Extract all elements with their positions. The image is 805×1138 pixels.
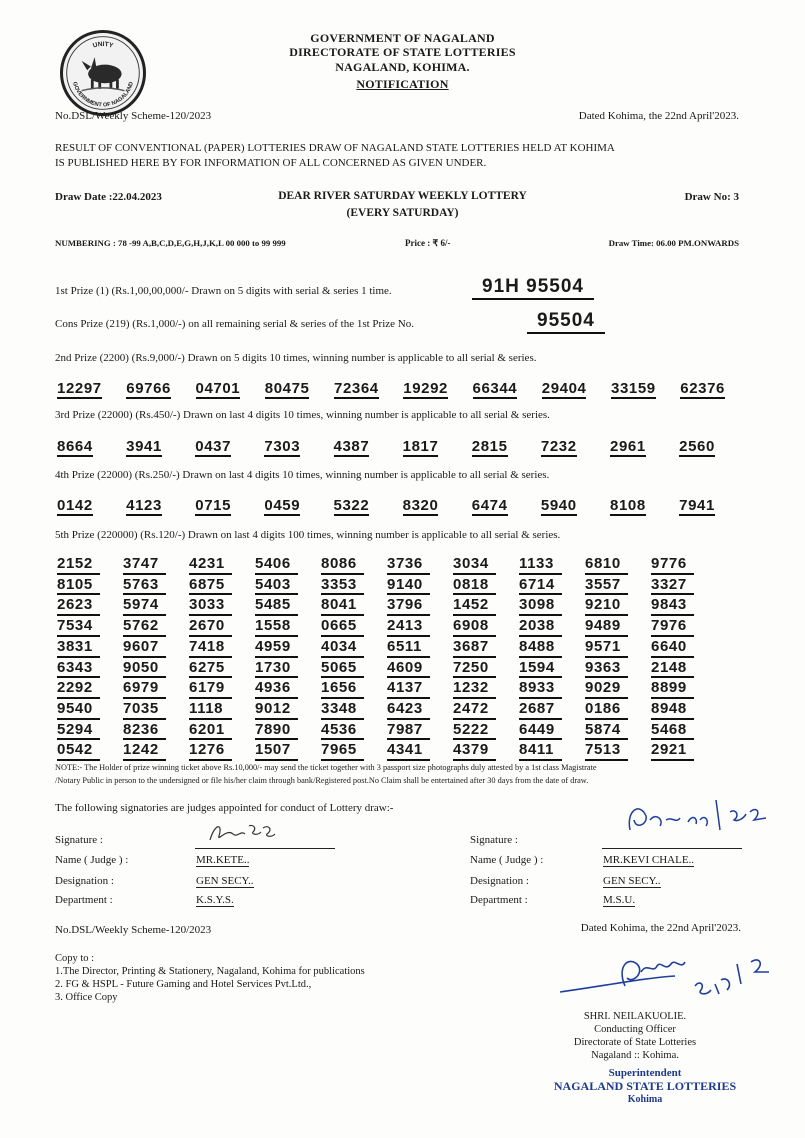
stamp-line-2: NAGALAND STATE LOTTERIES <box>553 1079 737 1093</box>
fifth-prize-number: 4379 <box>453 742 496 761</box>
fourth-prize-numbers <box>57 497 715 516</box>
judge2-name: MR.KEVI CHALE.. <box>603 854 695 866</box>
judge2-department: M.S.U. <box>603 894 636 906</box>
fifth-prize-number: 4936 <box>255 680 298 699</box>
fifth-prize-number: 5294 <box>57 722 100 741</box>
fifth-prize-number: 6423 <box>387 701 430 720</box>
numbering-info: NUMBERING : 78 -99 A,B,C,D,E,G,H,J,K,L 00 000 to 99 999 <box>55 238 286 248</box>
judge1-department: K.S.Y.S. <box>196 894 234 906</box>
judge2-department-label: Department : <box>470 894 528 906</box>
fifth-prize-number: 7418 <box>189 639 232 658</box>
third-prize-number: 2961 <box>610 438 646 455</box>
fifth-prize-number: 8105 <box>57 577 100 596</box>
fifth-prize-number: 6908 <box>453 618 496 637</box>
draw-number: Draw No: 3 <box>684 191 739 203</box>
fifth-prize-number: 7035 <box>123 701 166 720</box>
fifth-prize-number: 3098 <box>519 597 562 616</box>
stamp-line-1: Superintendent <box>608 1067 682 1079</box>
fifth-prize-number: 6343 <box>57 660 100 679</box>
third-prize-number: 8664 <box>57 438 93 455</box>
note-line-2: /Notary Public in person to the undersigned or file his/her claim through bank/Registered post.No Claim shall be entertained after 30 days from the date of draw. <box>55 776 589 785</box>
fifth-prize-number: 5763 <box>123 577 166 596</box>
officer-name: SHRI. NEILAKUOLIE. <box>583 1011 687 1022</box>
third-prize-number: 1817 <box>402 438 439 455</box>
fifth-prize-number: 6201 <box>189 722 232 741</box>
fifth-prize-number: 9571 <box>585 639 628 658</box>
result-line-2: IS PUBLISHED HERE BY FOR INFORMATION OF ALL CONCERNED AS GIVEN UNDER. <box>55 157 487 169</box>
judge1-designation: GEN SECY.. <box>196 875 254 887</box>
third-prize-number: 7303 <box>264 438 301 455</box>
fourth-prize-number: 5322 <box>333 497 370 514</box>
fifth-prize-number: 7890 <box>255 722 298 741</box>
fourth-prize-number: 6474 <box>471 497 508 514</box>
second-prize-number: 12297 <box>57 380 102 397</box>
fifth-prize-number: 5874 <box>585 722 628 741</box>
seal-bottom-text: GOVERNMENT OF NAGALAND <box>71 81 135 109</box>
second-prize-number: 33159 <box>611 380 656 397</box>
govt-title: GOVERNMENT OF NAGALAND <box>310 31 495 45</box>
fifth-prize-number: 1656 <box>321 680 364 699</box>
second-prize-number: 66344 <box>472 380 518 397</box>
judge1-department-label: Department : <box>55 894 113 906</box>
judge1-designation-label: Designation : <box>55 875 114 887</box>
judge2-signature-line <box>602 848 742 849</box>
reference-number: No.DSL/Weekly Scheme-120/2023 <box>55 110 212 122</box>
third-prize-number: 2560 <box>679 438 715 455</box>
fifth-prize-number: 2152 <box>57 556 100 575</box>
fifth-prize-number: 0665 <box>321 618 364 637</box>
officer-place: Nagaland :: Kohima. <box>591 1050 679 1061</box>
fifth-prize-number: 9363 <box>585 660 628 679</box>
second-prize-number: 19292 <box>403 380 448 397</box>
fifth-prize-number: 1558 <box>255 618 298 637</box>
judge2-name-label: Name ( Judge ) : <box>470 854 544 866</box>
directorate-title: DIRECTORATE OF STATE LOTTERIES <box>289 45 516 59</box>
fifth-prize-number: 5485 <box>255 597 298 616</box>
fifth-prize-number: 5468 <box>651 722 694 741</box>
fifth-prize-number: 6179 <box>189 680 232 699</box>
second-prize-number: 80475 <box>264 380 310 397</box>
fifth-prize-number: 2687 <box>519 701 562 720</box>
place-title: NAGALAND, KOHIMA. <box>335 60 470 74</box>
second-prize-number: 04701 <box>195 380 241 397</box>
fifth-prize-number: 8933 <box>519 680 562 699</box>
fourth-prize-number: 0459 <box>264 497 301 514</box>
third-prize-numbers <box>57 438 715 457</box>
copy-to-item: 3. Office Copy <box>55 992 118 1003</box>
second-prize-number: 62376 <box>680 380 725 397</box>
third-prize-number: 4387 <box>333 438 370 455</box>
fifth-prize-number: 9029 <box>585 680 628 699</box>
judge2-designation-label: Designation : <box>470 875 529 887</box>
officer-role: Conducting Officer <box>594 1024 676 1035</box>
fifth-prize-number: 6275 <box>189 660 232 679</box>
copy-to-item: 2. FG & HSPL - Future Gaming and Hotel Services Pvt.Ltd., <box>55 979 312 990</box>
fifth-prize-number: 3736 <box>387 556 430 575</box>
fifth-prize-number: 0186 <box>585 701 628 720</box>
fifth-prize-text: 5th Prize (220000) (Rs.120/-) Drawn on last 4 digits 100 times, winning number is applicable to all serial & series. <box>55 529 561 541</box>
fifth-prize-number: 1242 <box>123 742 166 761</box>
second-prize-number: 29404 <box>541 380 587 397</box>
third-prize-number: 0437 <box>195 438 232 455</box>
copy-to-title: Copy to : <box>55 953 95 964</box>
fifth-prize-number: 7534 <box>57 618 100 637</box>
fifth-prize-number: 6449 <box>519 722 562 741</box>
fifth-prize-number: 2472 <box>453 701 496 720</box>
judge2-designation: GEN SECY.. <box>603 875 661 887</box>
fifth-prize-number: 2292 <box>57 680 100 699</box>
fifth-prize-number: 6810 <box>585 556 628 575</box>
footer-dated-text: Dated Kohima, the 22nd April'2023. <box>580 922 741 934</box>
fifth-prize-number: 7976 <box>651 618 694 637</box>
fifth-prize-number: 4137 <box>387 680 430 699</box>
footer-reference-number: No.DSL/Weekly Scheme-120/2023 <box>55 924 212 936</box>
fifth-prize-number: 6875 <box>189 577 232 596</box>
second-prize-text: 2nd Prize (2200) (Rs.9,000/-) Drawn on 5 digits 10 times, winning number is applicable to all serial & series. <box>55 352 537 364</box>
third-prize-number: 2815 <box>471 438 508 455</box>
judge2-signature-label: Signature : <box>470 834 518 846</box>
result-line-1: RESULT OF CONVENTIONAL (PAPER) LOTTERIES DRAW OF NAGALAND STATE LOTTERIES HELD AT KOHIMA <box>55 142 615 154</box>
fifth-prize-number: 1232 <box>453 680 496 699</box>
fifth-prize-number: 9050 <box>123 660 166 679</box>
fifth-prize-number: 5406 <box>255 556 298 575</box>
fifth-prize-number: 5065 <box>321 660 364 679</box>
judge2-signature-mark <box>620 790 780 845</box>
fifth-prize-number: 8236 <box>123 722 166 741</box>
fifth-prize-number: 3327 <box>651 577 694 596</box>
fourth-prize-number: 5940 <box>540 497 577 514</box>
fifth-prize-number: 2148 <box>651 660 694 679</box>
fifth-prize-number: 2038 <box>519 618 562 637</box>
fifth-prize-number: 4536 <box>321 722 364 741</box>
second-prize-number: 69766 <box>126 380 171 397</box>
judge1-signature-label: Signature : <box>55 834 103 846</box>
fifth-prize-number: 3557 <box>585 577 628 596</box>
fifth-prize-number: 9540 <box>57 701 100 720</box>
cons-prize-number: 95504 <box>527 310 605 334</box>
judges-intro: The following signatories are judges appointed for conduct of Lottery draw:- <box>55 802 394 814</box>
judge1-signature-mark <box>205 818 285 848</box>
judge1-name: MR.KETE.. <box>196 854 250 866</box>
officer-office: Directorate of State Lotteries <box>573 1037 697 1048</box>
fifth-prize-number: 4609 <box>387 660 430 679</box>
fifth-prize-number: 5974 <box>123 597 166 616</box>
fifth-prize-number: 0542 <box>57 742 100 761</box>
second-prize-numbers <box>57 380 725 399</box>
fifth-prize-number: 1730 <box>255 660 298 679</box>
third-prize-number: 7232 <box>540 438 577 455</box>
fourth-prize-number: 0142 <box>57 497 93 514</box>
fifth-prize-number: 6511 <box>387 639 430 658</box>
claim-note <box>55 761 745 787</box>
fifth-prize-number: 6979 <box>123 680 166 699</box>
copy-to-item: 1.The Director, Printing & Stationery, Nagaland, Kohima for publications <box>55 966 365 977</box>
fifth-prize-number: 3033 <box>189 597 232 616</box>
fifth-prize-number: 3348 <box>321 701 364 720</box>
fifth-prize-number: 3353 <box>321 577 364 596</box>
fifth-prize-number: 2670 <box>189 618 232 637</box>
ticket-price: Price : ₹ 6/- <box>405 238 451 248</box>
fifth-prize-number: 2413 <box>387 618 430 637</box>
first-prize-number: 91H 95504 <box>472 276 594 300</box>
fifth-prize-number: 9489 <box>585 618 628 637</box>
copy-to-section <box>55 952 365 1004</box>
fifth-prize-number: 8041 <box>321 597 364 616</box>
superintendent-stamp <box>520 1067 770 1105</box>
fifth-prize-number: 3687 <box>453 639 496 658</box>
notification-title: NOTIFICATION <box>356 77 449 91</box>
draw-frequency: (EVERY SATURDAY) <box>346 207 459 219</box>
fifth-prize-number: 4341 <box>387 742 430 761</box>
fifth-prize-numbers-grid <box>57 556 717 761</box>
first-prize-text: 1st Prize (1) (Rs.1,00,00,000/- Drawn on 5 digits with serial & series 1 time. <box>55 285 392 297</box>
fourth-prize-number: 7941 <box>679 497 715 514</box>
fifth-prize-number: 9012 <box>255 701 298 720</box>
fifth-prize-number: 4959 <box>255 639 298 658</box>
conducting-officer-block <box>520 1010 750 1062</box>
stamp-line-3: Kohima <box>627 1094 663 1105</box>
fifth-prize-number: 3831 <box>57 639 100 658</box>
third-prize-text: 3rd Prize (22000) (Rs.450/-) Drawn on last 4 digits 10 times, winning number is applicable to all serial & series. <box>55 409 550 421</box>
draw-date: Draw Date :22.04.2023 <box>55 191 162 203</box>
fifth-prize-number: 4231 <box>189 556 232 575</box>
lottery-name: DEAR RIVER SATURDAY WEEKLY LOTTERY <box>278 190 527 202</box>
fifth-prize-number: 5762 <box>123 618 166 637</box>
fifth-prize-number: 9776 <box>651 556 694 575</box>
fourth-prize-text: 4th Prize (22000) (Rs.250/-) Drawn on last 4 digits 10 times, winning number is applicable to all serial & series. <box>55 469 550 481</box>
fifth-prize-number: 7250 <box>453 660 496 679</box>
fifth-prize-number: 8086 <box>321 556 364 575</box>
fifth-prize-number: 7987 <box>387 722 430 741</box>
fourth-prize-number: 8108 <box>610 497 646 514</box>
fifth-prize-number: 1452 <box>453 597 496 616</box>
fifth-prize-number: 8948 <box>651 701 694 720</box>
fifth-prize-number: 0818 <box>453 577 496 596</box>
fifth-prize-number: 1507 <box>255 742 298 761</box>
fifth-prize-number: 8899 <box>651 680 694 699</box>
fifth-prize-number: 9607 <box>123 639 166 658</box>
fifth-prize-number: 8488 <box>519 639 562 658</box>
fifth-prize-number: 6640 <box>651 639 694 658</box>
second-prize-number: 72364 <box>334 380 379 397</box>
fifth-prize-number: 7513 <box>585 742 628 761</box>
fifth-prize-number: 1133 <box>519 556 562 575</box>
fifth-prize-number: 1118 <box>189 701 232 720</box>
third-prize-number: 3941 <box>126 438 162 455</box>
fifth-prize-number: 2623 <box>57 597 100 616</box>
fifth-prize-number: 6714 <box>519 577 562 596</box>
fifth-prize-number: 9140 <box>387 577 430 596</box>
fourth-prize-number: 4123 <box>126 497 162 514</box>
judge1-signature-line <box>195 848 335 849</box>
fourth-prize-number: 8320 <box>402 497 439 514</box>
fifth-prize-number: 3034 <box>453 556 496 575</box>
fifth-prize-number: 8411 <box>519 742 562 761</box>
fourth-prize-number: 0715 <box>195 497 232 514</box>
note-line-1: NOTE:- The Holder of prize winning ticket above Rs.10,000/- may send the ticket together with 3 passport size photographs duly attested by a 1st class Magistrate <box>55 763 597 772</box>
fifth-prize-number: 1276 <box>189 742 232 761</box>
fifth-prize-number: 2921 <box>651 742 694 761</box>
fifth-prize-number: 1594 <box>519 660 562 679</box>
draw-time: Draw Time: 06.00 PM.ONWARDS <box>608 238 739 248</box>
judge1-name-label: Name ( Judge ) : <box>55 854 129 866</box>
seal-top-text: UNITY <box>92 40 114 50</box>
dated-text: Dated Kohima, the 22nd April'2023. <box>578 110 739 122</box>
fifth-prize-number: 3796 <box>387 597 430 616</box>
fifth-prize-number: 7965 <box>321 742 364 761</box>
fifth-prize-number: 5403 <box>255 577 298 596</box>
fifth-prize-number: 5222 <box>453 722 496 741</box>
fifth-prize-number: 3747 <box>123 556 166 575</box>
cons-prize-text: Cons Prize (219) (Rs.1,000/-) on all remaining serial & series of the 1st Prize No. <box>55 318 414 330</box>
officer-signature-mark <box>555 950 785 1005</box>
fifth-prize-number: 9210 <box>585 597 628 616</box>
fifth-prize-number: 4034 <box>321 639 364 658</box>
fifth-prize-number: 9843 <box>651 597 694 616</box>
